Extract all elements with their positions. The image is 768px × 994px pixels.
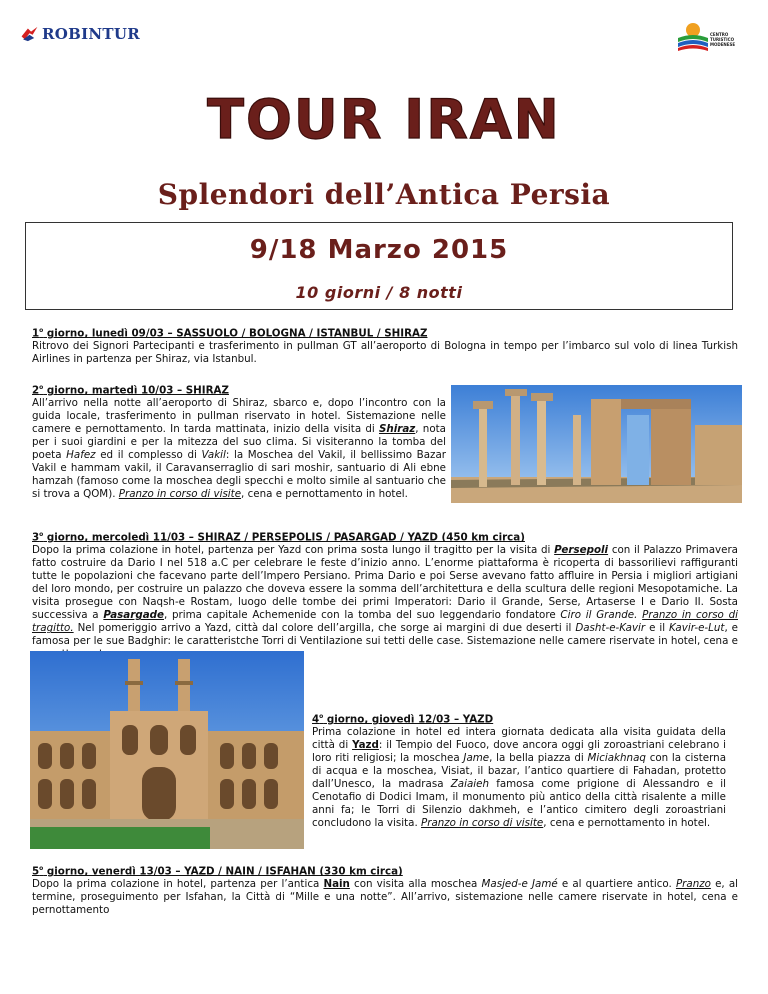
centro-turistico-text: CENTRO TURISTICO MODENESE (710, 32, 736, 47)
sun-waves-logo-icon (676, 18, 710, 54)
shiraz-link: Shiraz (379, 423, 416, 436)
page-subtitle: Splendori dell’Antica Persia (157, 178, 611, 211)
day-3-section: 3$^o$ giorno, mercoledì 11/03 – SHIRAZ / PERSEPOLIS / PASARGAD / YAZD (450 km circa) Dopo la prima colazione in hotel, partenza per Yazd con prima sosta lungo il tragitto per la visita di Persepoli con il Palazzo Primavera fatto costruire da Dario I nel 518 a.C per celebrare le feste d’inizio anno. L’enorme piattaforma è ricoperta di bassorilievi raffiguranti tutte le popolazioni che facevano parte dell’Impero Persiano. Prima Dario e poi Serse avevano fatto affluire in Persia i migliori artigiani del loro mondo, per costruire un palazzo che doveva essere la somma dell’architettura e della scultura delle regioni Mesopotamiche. La visita prosegue con Naqsh-e Rostam, luogo delle tombe dei primi Imperatori: Dario il Grande, Serse, Artaserse I e Dario II. Sosta successiva a Pasargade, prima capitale Achemenide con la tomba del suo leggendario fondatore Ciro il Grande. Pranzo in corso di tragitto. Nel pomeriggio arrivo a Yazd, città dal colore dell’argilla, che sorge ai margini di due deserti il Dasht-e-Kavir e il Kavir-e-Lut, e famosa per le sue Badghir: le caratteristche Torri di Ventilazione sui tetti delle case. Sistemazione nelle camere riservate in hotel, cena e (32, 528, 738, 661)
date-box (25, 222, 733, 310)
yazd-link: Yazd (352, 739, 379, 752)
day-1-text: Ritrovo dei Signori Partecipanti e trasferimento in pullman GT all’aeroporto di Bologna in tempo per l’imbarco sul volo di linea Turkish Airlines in partenza per Shiraz, via Istanbul. (32, 340, 738, 366)
day-3-heading: 3$^o$ giorno, mercoledì 11/03 – SHIRAZ / PERSEPOLIS / PASARGAD / YAZD (450 km circa) (32, 531, 525, 544)
day-2-heading: 2$^o$ giorno, martedì 10/03 – SHIRAZ (32, 384, 229, 397)
nain-link: Nain (323, 878, 350, 891)
persepoli-link: Persepoli (554, 544, 609, 557)
day-5-section: 5$^o$ giorno, venerdì 13/03 – YAZD / NAIN / ISFAHAN (330 km circa) Dopo la prima colazione in hotel, partenza per l’antica Nain con visita alla moschea Masjed-e Jamé e al quartiere antico. Pranzo e, al termine, proseguimento per Isfahan, la Città di “Mille e una notte”. All’arrivo, sistemazione nelle camere riservate in hotel, cena e pernottamento (32, 862, 738, 917)
pasargade-link: Pasargade (103, 609, 164, 622)
persepolis-ruins-image (451, 385, 742, 503)
day-4-section: 4$^o$ giorno, giovedì 12/03 – YAZD Prima colazione in hotel ed intera giornata dedicata alla visita guidata della città di Yazd: il Tempio del Fuoco, dove ancora oggi gli zoroastriani celebrano i loro riti religiosi; la moschea Jame, la bella piazza di Miciakhnaq con la cisterna di acqua e la moschea, Visiat, il bazar, l’antico quartiere di Fahadan, protetto dall’Unesco, la madrasa Zaiaieh famosa come prigione di Alessandro e il Cenotafio di Dodici Imam, il monumento più antico della città risalente a mille anni fa; le Torri di Silenzio dakhmeh, e l’antico cimitero degli zoroastriani concludono la visita. Pranzo in corso di visite, cena e pernottamento in hotel. (312, 710, 726, 830)
yazd-amir-chakhmaq-image (30, 651, 304, 849)
robintur-logo-text: ROBINTUR (41, 25, 140, 43)
day-1-heading: 1$^o$ giorno, lunedì 09/03 – SASSUOLO / BOLOGNA / ISTANBUL / SHIRAZ (32, 327, 428, 340)
day-5-heading: 5$^o$ giorno, venerdì 13/03 – YAZD / NAIN / ISFAHAN (330 km circa) (32, 865, 403, 878)
tour-duration: 10 giorni / 8 notti (295, 283, 463, 302)
yazd-photo (30, 651, 304, 849)
day-1-section (32, 324, 738, 366)
page-title: TOUR IRAN (207, 88, 561, 151)
persepolis-photo (451, 385, 742, 503)
day-2-section: 2$^o$ giorno, martedì 10/03 – SHIRAZ All’arrivo nella notte all’aeroporto di Shiraz, sbarco e, dopo l’incontro con la guida locale, trasferimento in pullman riservato in hotel. Sistemazione nelle camere e pernottamento. In tarda mattinata, inizio della visita di Shiraz, nota per i suoi giardini e per la mitezza del suo clima. Si visiteranno la tomba del poeta Hafez ed il complesso di Vakil: la Moschea del Vakil, il bellissimo Bazar Vakil e hammam vakil, il Caravanserraglio di sari moshir, santuario di Ali ebne hamzah (famoso come la moschea degli specchi e molto simile al santuario che si trova a QOM). Pranzo in corso di visite, cena e pernottamento in hotel. (32, 381, 446, 501)
robintur-logo (20, 20, 140, 48)
tour-dates: 9/18 Marzo 2015 (249, 235, 509, 265)
centro-turistico-logo (676, 18, 752, 54)
day-4-heading: 4$^o$ giorno, giovedì 12/03 – YAZD (312, 713, 494, 726)
bird-logo-icon (20, 23, 39, 45)
